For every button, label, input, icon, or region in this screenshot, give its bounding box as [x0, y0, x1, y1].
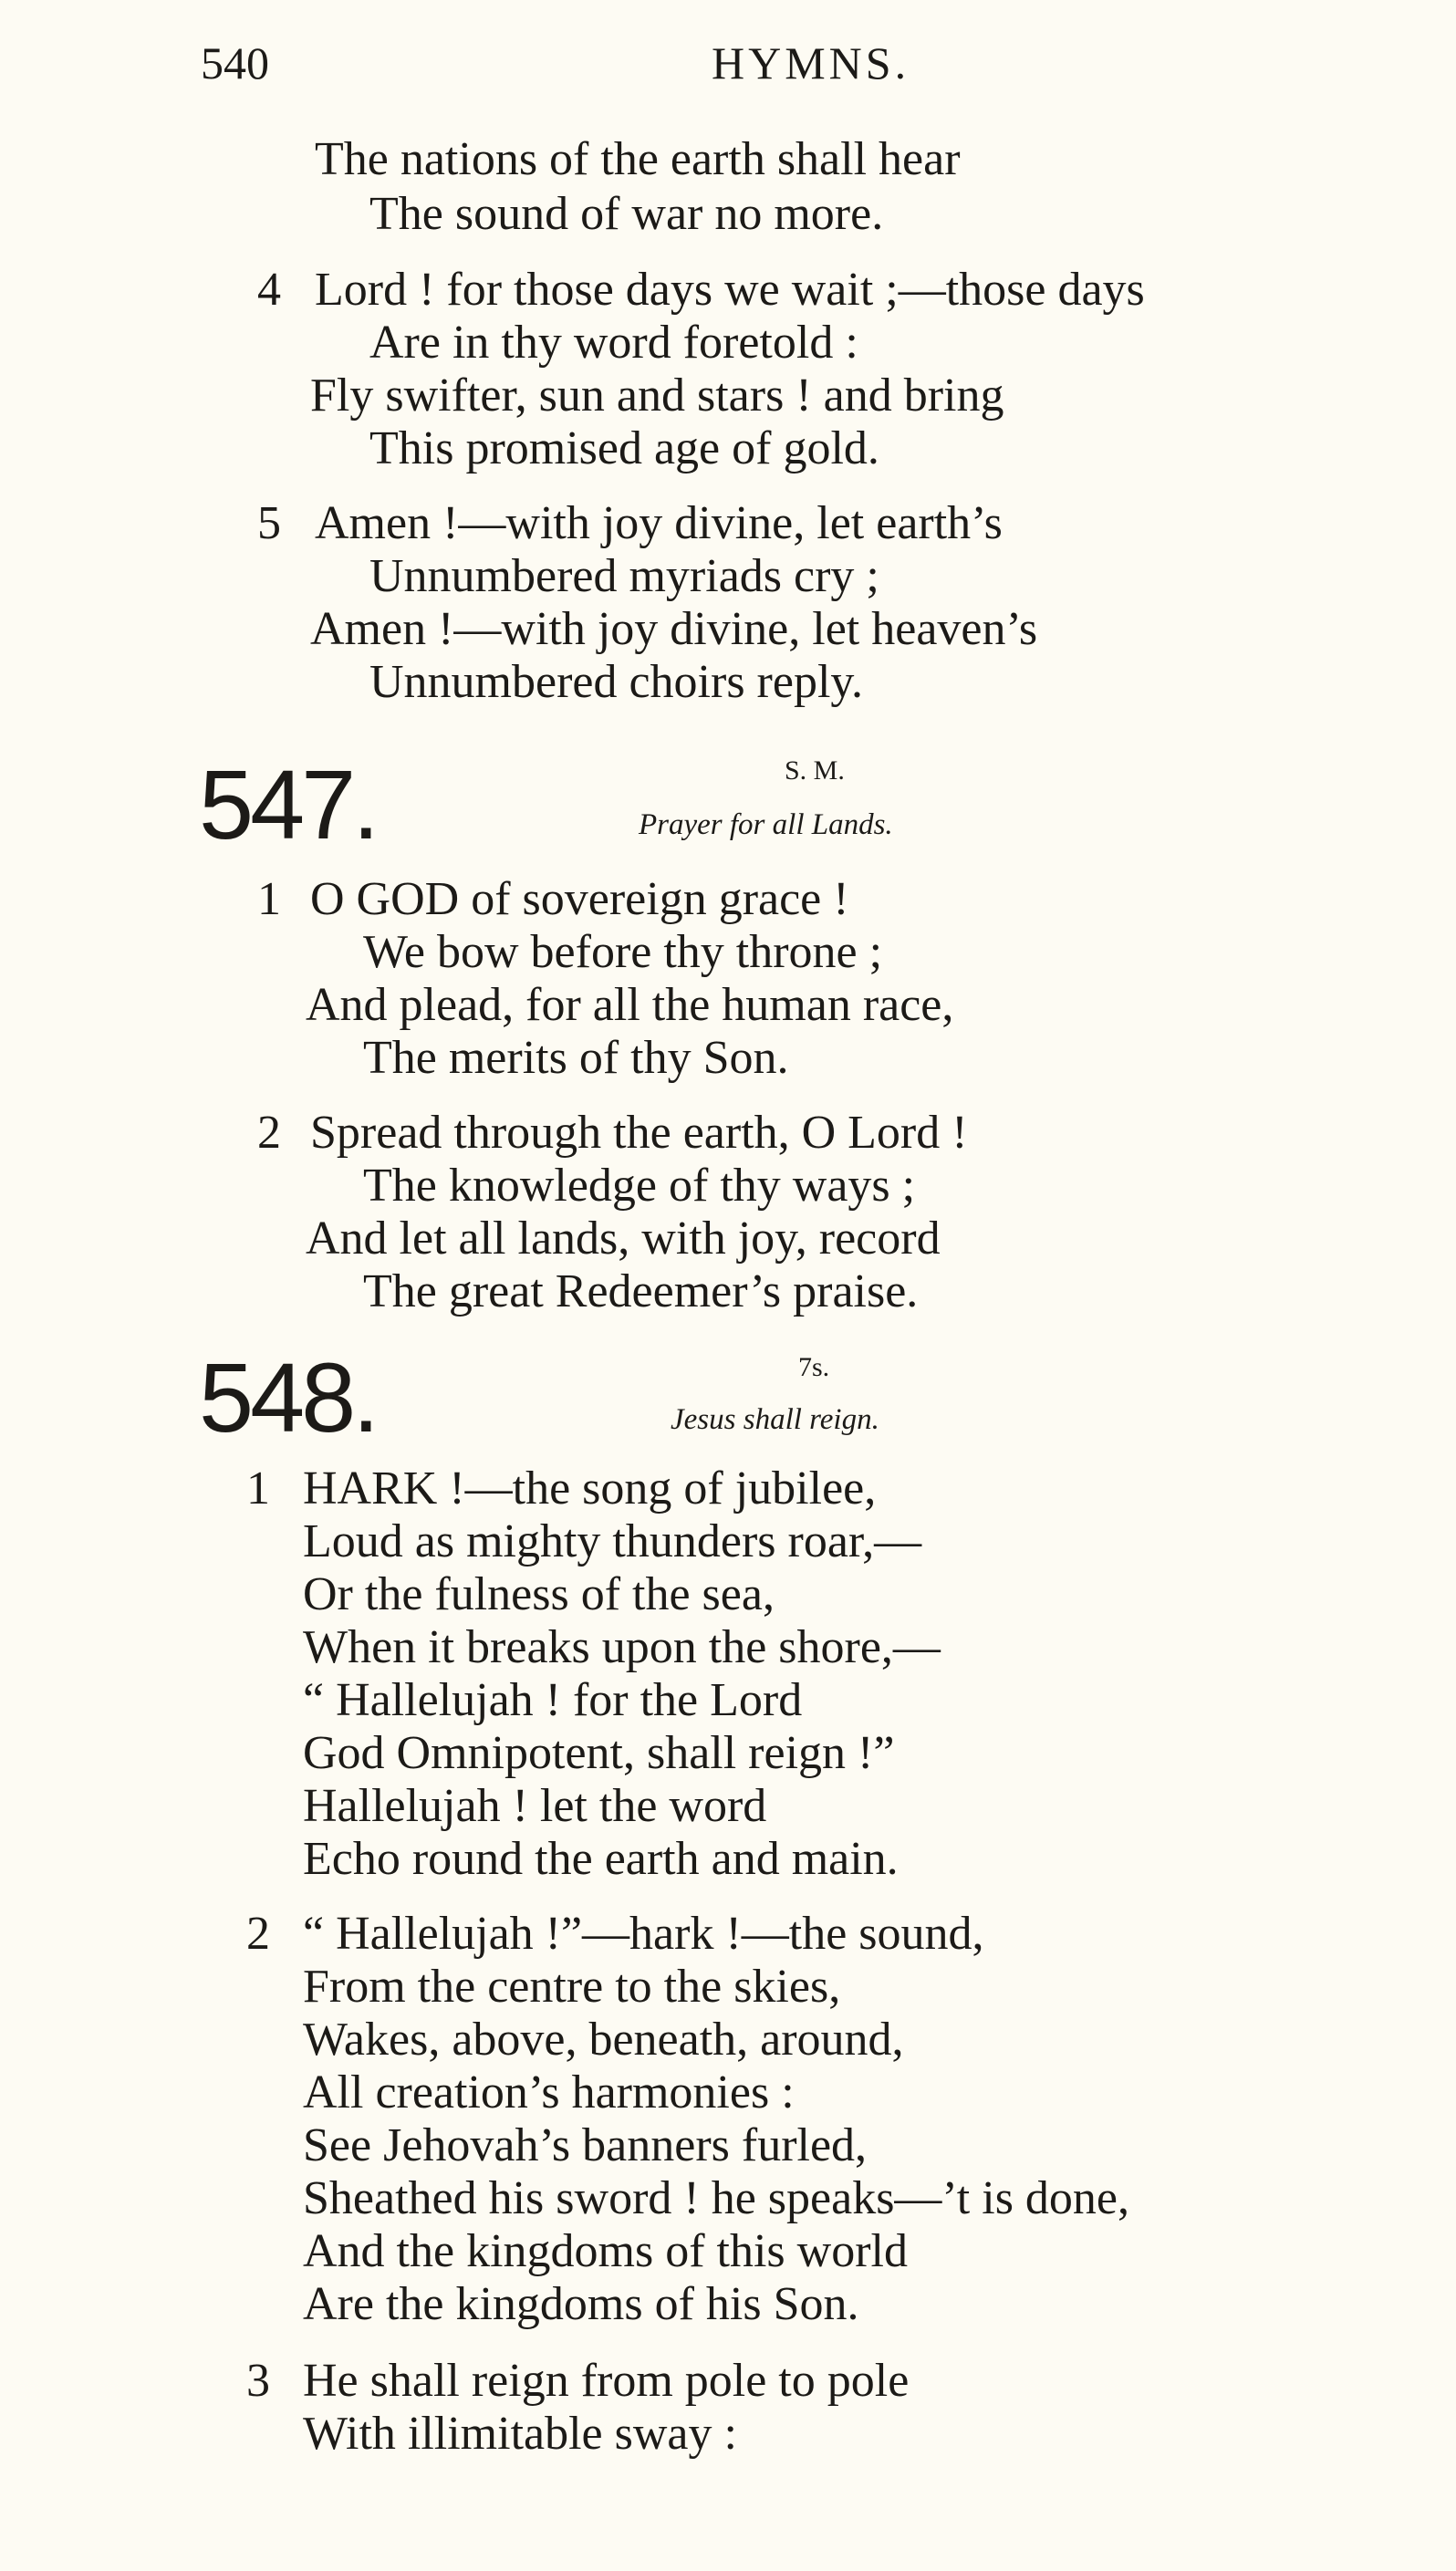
verse-line: All creation’s harmonies : [303, 2066, 795, 2118]
running-head [0, 36, 1456, 100]
verse-line: Wakes, above, beneath, around, [303, 2014, 904, 2066]
verse-number: 2 [246, 1908, 270, 1960]
hymn-meter: S. M. [785, 755, 845, 786]
verse-number: 1 [257, 873, 281, 925]
hymn-number: 547. [199, 749, 377, 859]
verse-number: 2 [257, 1107, 281, 1159]
verse-number: 5 [257, 497, 281, 549]
verse-line: Fly swifter, sun and stars ! and bring [310, 370, 1004, 422]
verse-line: Hallelujah ! let the word [303, 1780, 767, 1832]
verse-line: This promised age of gold. [369, 422, 879, 474]
verse-line: The great Redeemer’s praise. [363, 1265, 919, 1317]
hymn-number: 548. [199, 1342, 377, 1452]
verse-line: “ Hallelujah ! for the Lord [303, 1674, 803, 1726]
verse-line: We bow before thy throne ; [363, 926, 883, 978]
verse-line: God Omnipotent, shall reign !” [303, 1727, 895, 1779]
verse-line: Amen !—with joy divine, let earth’s [315, 497, 1003, 549]
verse-line: Sheathed his sword ! he speaks—’t is done, [303, 2172, 1130, 2224]
verse-line: The sound of war no more. [369, 188, 884, 240]
verse-line: Spread through the earth, O Lord ! [310, 1107, 968, 1159]
page-number: 540 [201, 37, 269, 88]
verse-line: Amen !—with joy divine, let heaven’s [310, 603, 1038, 655]
hymn-title: Prayer for all Lands. [639, 808, 893, 841]
verse-line: He shall reign from pole to pole [303, 2355, 910, 2407]
verse-line: Are in thy word foretold : [369, 317, 858, 369]
verse-line: See Jehovah’s banners furled, [303, 2119, 868, 2171]
verse-line: The knowledge of thy ways ; [363, 1160, 916, 1212]
running-title: HYMNS. [712, 37, 910, 88]
hymn-meter: 7s. [798, 1352, 830, 1382]
verse-number: 3 [246, 2355, 270, 2407]
verse-line: Unnumbered choirs reply. [369, 656, 864, 708]
verse-line: From the centre to the skies, [303, 1961, 841, 2013]
verse-line: And the kingdoms of this world [303, 2225, 908, 2277]
verse-line: Or the fulness of the sea, [303, 1568, 775, 1620]
verse-line: With illimitable sway : [303, 2408, 737, 2460]
verse-number: 1 [246, 1462, 270, 1514]
verse-line: The nations of the earth shall hear [315, 133, 961, 185]
verse-line: And plead, for all the human race, [306, 979, 954, 1031]
verse-line: Echo round the earth and main. [303, 1833, 899, 1885]
hymn-title: Jesus shall reign. [671, 1403, 879, 1436]
verse-line: O GOD of sovereign grace ! [310, 873, 849, 925]
verse-line: Loud as mighty thunders roar,— [303, 1515, 922, 1567]
verse-line: Are the kingdoms of his Son. [303, 2278, 859, 2330]
verse-line: The merits of thy Son. [363, 1032, 789, 1084]
verse-line: HARK !—the song of jubilee, [303, 1462, 877, 1514]
verse-line: Lord ! for those days we wait ;—those days [315, 264, 1145, 316]
verse-line: And let all lands, with joy, record [306, 1213, 941, 1265]
verse-line: When it breaks upon the shore,— [303, 1621, 941, 1673]
verse-line: “ Hallelujah !”—hark !—the sound, [303, 1908, 984, 1960]
verse-number: 4 [257, 264, 281, 316]
verse-line: Unnumbered myriads cry ; [369, 550, 879, 602]
